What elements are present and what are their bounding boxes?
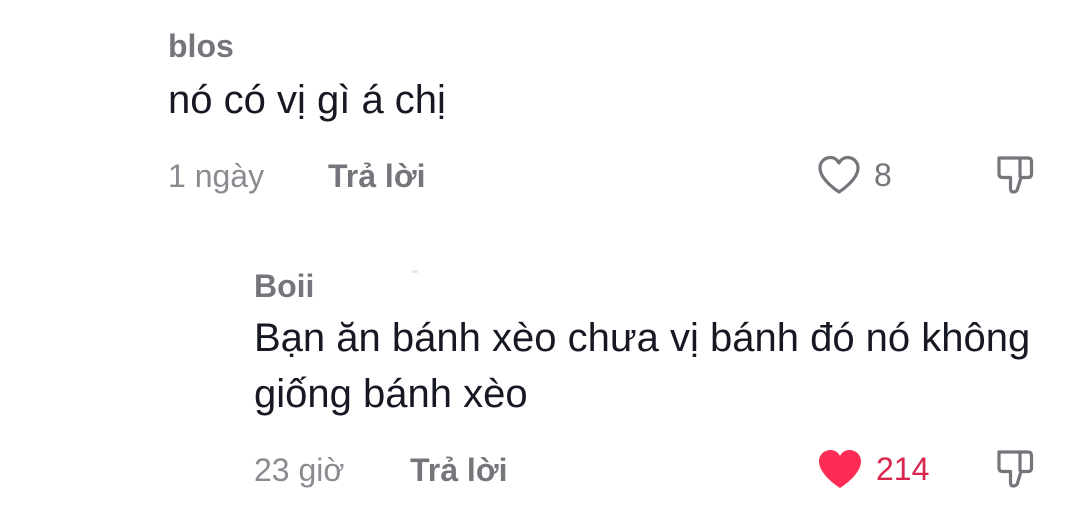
- comment-username[interactable]: Boii: [254, 268, 315, 304]
- comment-timestamp: 1 ngày: [168, 158, 265, 194]
- reply-button[interactable]: Trả lời: [410, 452, 508, 488]
- comment-meta: [168, 150, 1048, 200]
- heart-filled-icon: [816, 447, 864, 491]
- thumbs-down-icon: [992, 152, 1038, 198]
- dislike-button[interactable]: [992, 152, 1038, 198]
- dislike-button[interactable]: [992, 446, 1038, 492]
- comment-reply-item: [254, 262, 1048, 494]
- thumbs-down-icon: [992, 446, 1038, 492]
- comment-text: nó có vị gì á chị: [168, 78, 446, 122]
- comment-meta: [254, 444, 1048, 494]
- comment-username[interactable]: blos: [168, 28, 234, 64]
- heart-outline-icon: [816, 154, 862, 196]
- comment-text: Bạn ăn bánh xèo chưa vị bánh đó nó không giống bánh xèo: [254, 316, 1031, 416]
- comment-item: [168, 22, 1048, 200]
- like-count: 214: [876, 451, 930, 487]
- like-button[interactable]: [816, 444, 929, 494]
- comment-timestamp: 23 giờ: [254, 452, 345, 488]
- like-button[interactable]: [816, 150, 892, 200]
- like-count: 8: [874, 157, 892, 193]
- reply-button[interactable]: Trả lời: [328, 158, 426, 194]
